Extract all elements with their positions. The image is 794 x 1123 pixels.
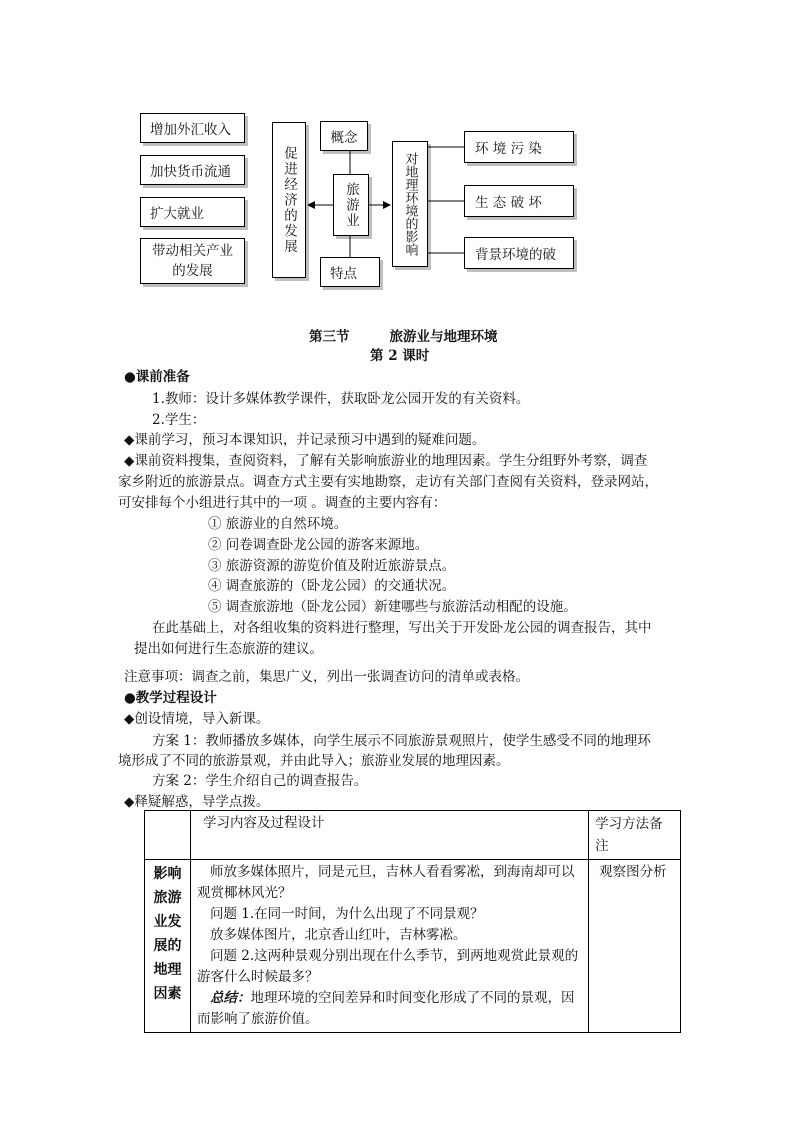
promote-economy-box: 促进经济的发展 <box>272 122 306 278</box>
prep-study: ◆课前学习，预习本课知识，并记录预习中遇到的疑难问题。 <box>124 432 486 448</box>
right-item-box: 生 态 破 坏 <box>464 185 574 217</box>
row-content <box>190 860 588 1033</box>
environment-impact-box: 对地理环境的影响 <box>392 141 428 267</box>
prep-student: 2.学生： <box>152 412 206 428</box>
section-title: 第三节 旅游业与地理环境 <box>309 329 498 345</box>
summary-text: 地理环境的空间差异和时间变化形成了不同的景观，因而影响了旅游价值。 <box>196 990 575 1027</box>
process-heading: ●教学过程设计 <box>124 690 217 706</box>
process-plan1-l1: 方案 1：教师播放多媒体，向学生展示不同旅游景观照片，使学生感受不同的地理环 <box>152 733 651 749</box>
table-row <box>145 860 681 1033</box>
left-item-box: 带动相关产业的发展 <box>140 238 245 284</box>
process-create: ◆创设情境，导入新课。 <box>124 711 270 727</box>
left-item-box: 增加外汇收入 <box>140 113 245 143</box>
process-plan1-l2: 境形成了不同的旅游景观，并由此导入；旅游业发展的地理因素。 <box>118 753 510 769</box>
row-paragraph: 师放多媒体照片，同是元旦，吉林人看看雾凇，到海南却可以观赏椰林风光？ <box>196 864 575 901</box>
survey-item: ⑤ 调查旅游地（卧龙公园）新建哪些与旅游活动相配的设施。 <box>208 599 577 615</box>
diagram-connectors <box>0 0 794 320</box>
row-paragraph: 问题 1.在同一时间，为什么出现了不同景观？ <box>209 906 484 922</box>
table-header-row <box>145 811 681 860</box>
row-method: 观察图分析 <box>589 860 681 1033</box>
header-content: 学习内容及过程设计 <box>190 811 588 860</box>
summary-label: 总结： <box>209 990 251 1006</box>
lesson-table <box>144 810 681 1033</box>
prep-research-l2: 家乡附近的旅游景点。调查方式主要有实地勘察，走访有关部门查阅有关资料，登录网站， <box>118 474 658 490</box>
left-item-box: 加快货币流通 <box>140 155 245 185</box>
features-box: 特点 <box>320 257 380 287</box>
prep-heading: ●课前准备 <box>124 369 190 385</box>
survey-item: ② 问卷调查卧龙公园的游客来源地。 <box>208 537 429 553</box>
prep-note: 注意事项：调查之前，集思广义，列出一张调查访问的清单或表格。 <box>124 669 529 685</box>
prep-research-l3: 可安排每个小组进行其中的一项 。调查的主要内容有： <box>118 495 447 511</box>
prep-teacher: 1.教师：设计多媒体教学课件，获取卧龙公园开发的有关资料。 <box>152 391 530 407</box>
header-method: 学习方法备注 <box>589 811 681 860</box>
row-paragraph: 放多媒体图片，北京香山红叶，吉林雾凇。 <box>209 927 467 943</box>
tourism-box: 旅游业 <box>333 174 369 236</box>
right-item-box: 环 境 污 染 <box>464 131 574 163</box>
process-plan2: 方案 2：学生介绍自己的调查报告。 <box>152 773 368 789</box>
row-summary <box>197 988 582 1030</box>
row-label: 影响旅游业发展的地理因素 <box>145 860 191 1033</box>
survey-item: ③ 旅游资源的游览价值及附近旅游景点。 <box>208 558 456 574</box>
process-explain: ◆释疑解惑，导学点拨。 <box>124 794 270 810</box>
concept-box: 概念 <box>320 121 368 151</box>
row-paragraph: 问题 2.这两种景观分别出现在什么季节，到两地观赏此景观的游客什么时候最多？ <box>196 948 579 985</box>
survey-item: ① 旅游业的自然环境。 <box>208 516 348 532</box>
right-item-box: 背景环境的破 <box>464 237 574 269</box>
prep-summary-l1: 在此基础上，对各组收集的资料进行整理，写出关于开发卧龙公园的调查报告，其中 <box>152 620 652 636</box>
prep-summary-l2: 提出如何进行生态旅游的建议。 <box>134 641 323 657</box>
left-item-box: 扩大就业 <box>140 197 245 227</box>
lesson-number: 第 2 课时 <box>370 348 430 364</box>
prep-research-l1: ◆课前资料搜集，查阅资料，了解有关影响旅游业的地理因素。学生分组野外考察，调查 <box>124 453 648 469</box>
survey-item: ④ 调查旅游的（卧龙公园）的交通状况。 <box>208 578 456 594</box>
